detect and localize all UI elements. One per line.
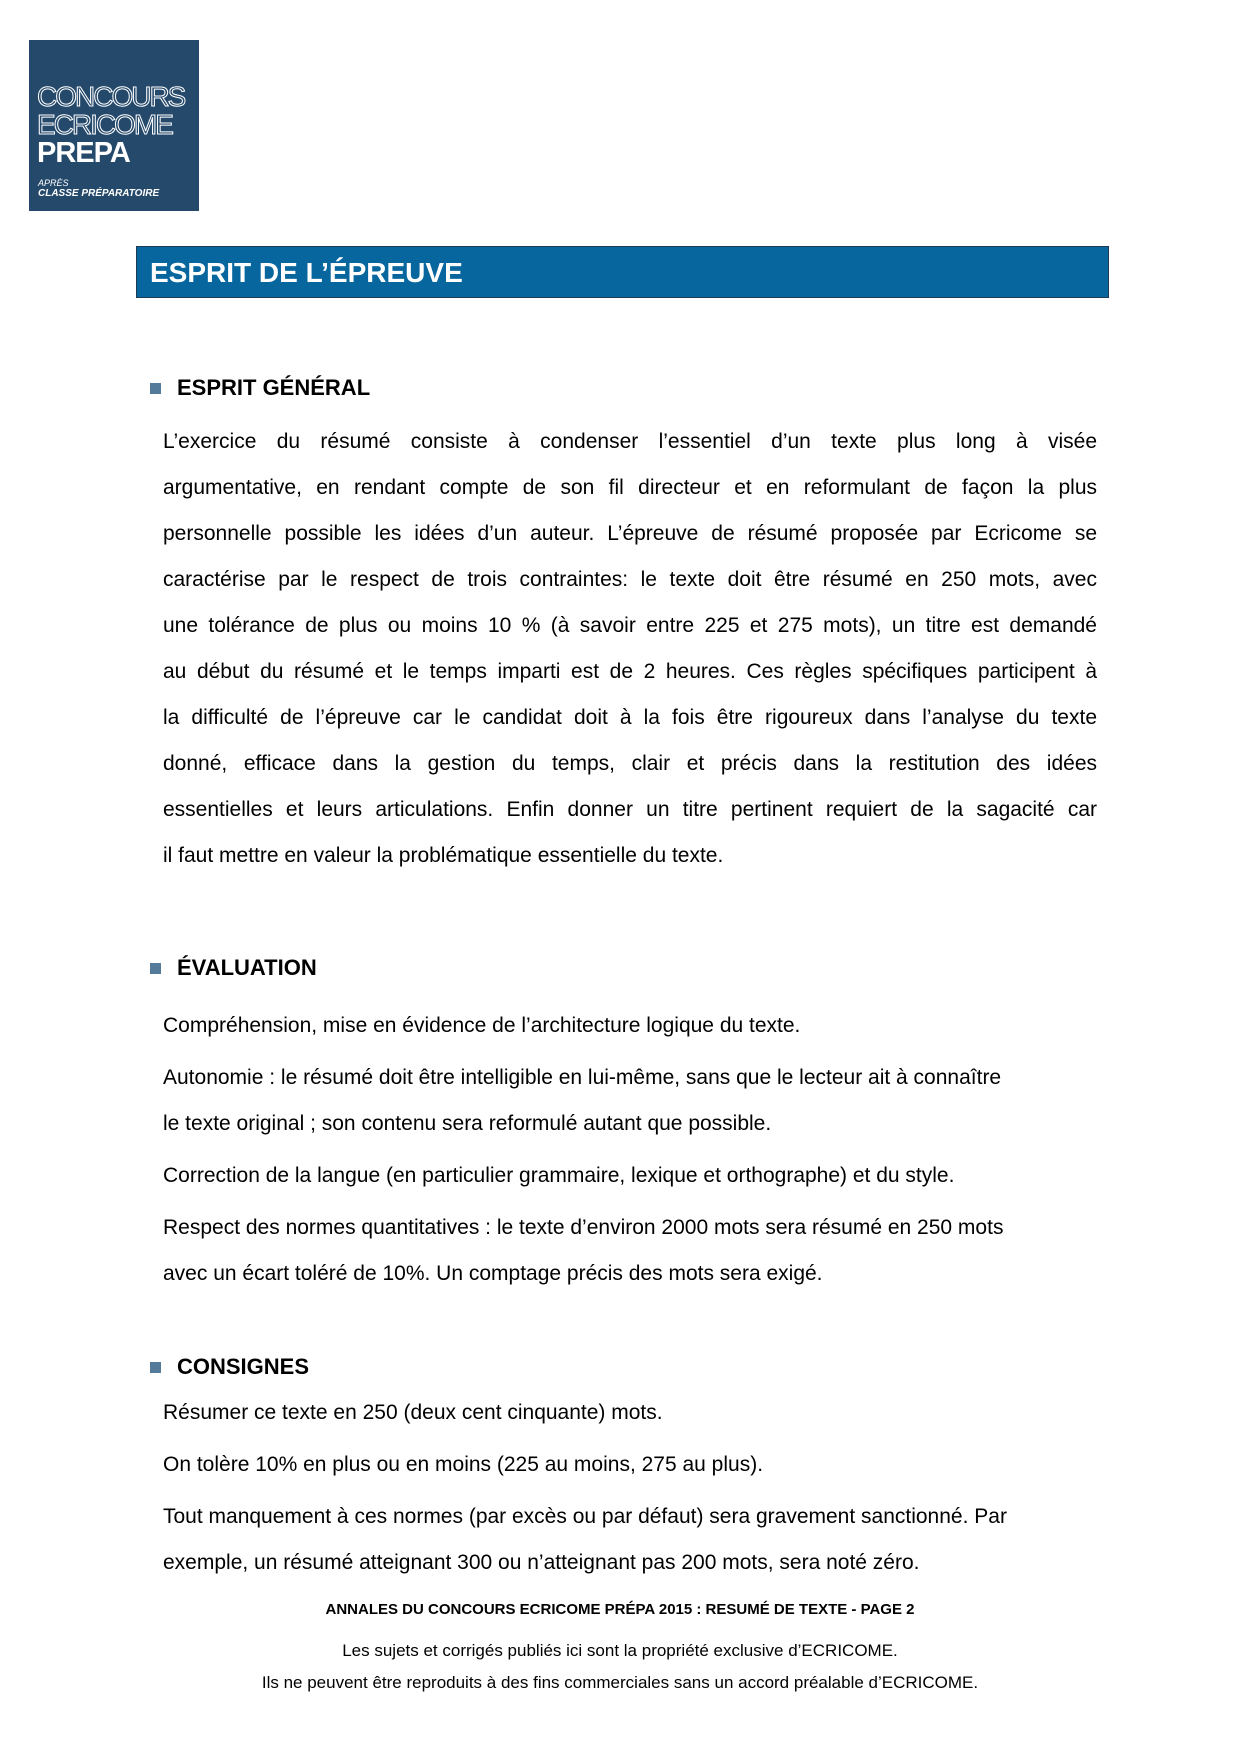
text-line: Tout manquement à ces normes (par excès ou par défaut) sera gravement sanctionné. Par — [163, 1505, 1007, 1528]
text-line: Autonomie : le résumé doit être intelligible en lui-même, sans que le lecteur ait à connaître — [163, 1066, 1002, 1089]
text-line: Résumer ce texte en 250 (deux cent cinquante) mots. — [163, 1401, 663, 1424]
text-line: une tolérance de plus ou moins 10 % (à savoir entre 225 et 275 mots), un titre est demandé — [163, 614, 1097, 637]
footer-title: ANNALES DU CONCOURS ECRICOME PRÉPA 2015 : RESUMÉ DE TEXTE - PAGE 2 — [325, 1601, 915, 1618]
paragraph-general — [163, 419, 1097, 879]
logo — [29, 40, 199, 211]
text-line: Respect des normes quantitatives : le texte d’environ 2000 mots sera résumé en 250 mots — [163, 1216, 1004, 1239]
text-line: au début du résumé et le temps imparti est de 2 heures. Ces règles spécifiques participent à — [163, 660, 1097, 683]
text-line: On tolère 10% en plus ou en moins (225 au moins, 275 au plus). — [163, 1453, 764, 1476]
text-line: argumentative, en rendant compte de son fil directeur et en reformulant de façon la plus — [163, 476, 1097, 499]
text-line: donné, efficace dans la gestion du temps, clair et précis dans la restitution des idées — [163, 752, 1097, 775]
section-title: ESPRIT GÉNÉRAL — [177, 375, 371, 400]
logo-line-classe: CLASSE PRÉPARATOIRE — [38, 188, 160, 199]
section-title: ÉVALUATION — [177, 955, 317, 980]
text-line: exemple, un résumé atteignant 300 ou n’atteignant pas 200 mots, sera noté zéro. — [163, 1551, 920, 1574]
logo-line-ecricome: ECRICOME — [37, 109, 172, 140]
section-title: CONSIGNES — [177, 1354, 310, 1379]
text-line: personnelle possible les idées d’un auteur. L’épreuve de résumé proposée par Ecricome se — [163, 522, 1097, 545]
bullet-square-icon — [150, 383, 161, 394]
bullet-square-icon — [150, 963, 161, 974]
logo-line-apres: APRÈS — [38, 178, 69, 188]
text-line: Compréhension, mise en évidence de l’architecture logique du texte. — [163, 1014, 801, 1037]
bullet-square-icon — [150, 1362, 161, 1373]
logo-line-prepa: PREPA — [37, 137, 130, 169]
text-line: le texte original ; son contenu sera reformulé autant que possible. — [163, 1112, 772, 1135]
page-title: ESPRIT DE L’ÉPREUVE — [150, 257, 463, 288]
text-line: essentielles et leurs articulations. Enfin donner un titre pertinent requiert de la sagacité car — [163, 798, 1097, 821]
footer-notice: Les sujets et corrigés publiés ici sont la propriété exclusive d’ECRICOME. — [342, 1641, 898, 1660]
text-line: avec un écart toléré de 10%. Un comptage précis des mots sera exigé. — [163, 1262, 823, 1285]
text-line: L’exercice du résumé consiste à condenser l’essentiel d’un texte plus long à visée — [163, 430, 1097, 453]
logo-line-concours: CONCOURS — [37, 81, 185, 112]
footer-notice: Ils ne peuvent être reproduits à des fins commerciales sans un accord préalable d’ECRICOME. — [261, 1673, 979, 1692]
text-line: caractérise par le respect de trois contraintes: le texte doit être résumé en 250 mots, avec — [163, 568, 1097, 591]
text-line: Correction de la langue (en particulier grammaire, lexique et orthographe) et du style. — [163, 1164, 955, 1187]
text-line: il faut mettre en valeur la problématique essentielle du texte. — [163, 844, 724, 867]
text-line: la difficulté de l’épreuve car le candidat doit à la fois être rigoureux dans l’analyse du texte — [163, 706, 1097, 729]
page-title-banner — [136, 246, 1109, 298]
